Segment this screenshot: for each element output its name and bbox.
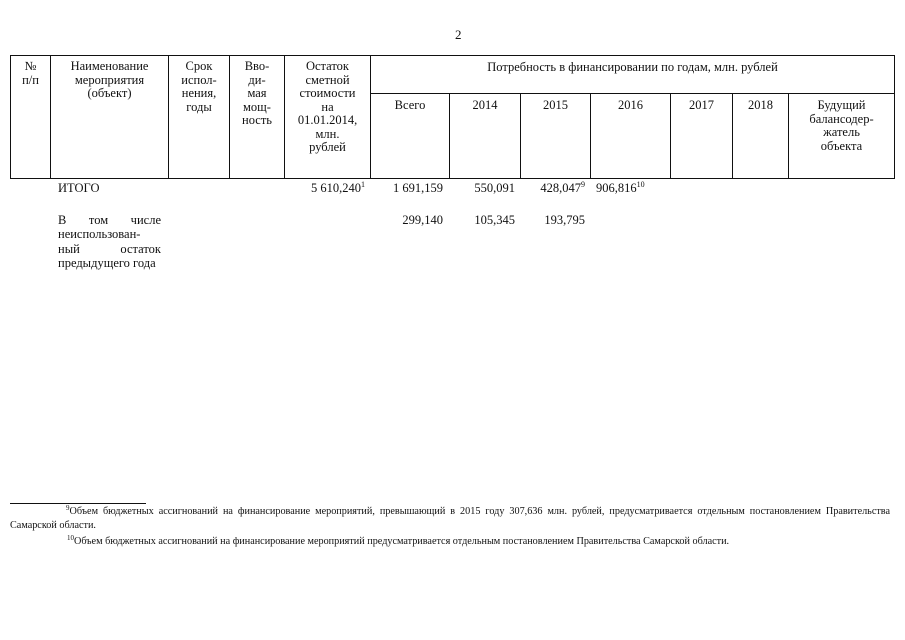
header-total: Всего [394, 98, 426, 112]
col-divider [894, 55, 895, 179]
footnote-rule [10, 503, 146, 504]
row-2015: 193,795 [544, 213, 585, 227]
header-remainder: Остаток сметной стоимости на 01.01.2014, млн. рублей [297, 59, 358, 154]
footnote-10 [10, 535, 890, 549]
footnote-ref: 10 [636, 180, 645, 189]
header-term: Срок испол- нения, годы [181, 59, 217, 114]
row-2014: 105,345 [474, 213, 515, 227]
row-total: 299,140 [402, 213, 443, 227]
row-2014: 550,091 [474, 181, 515, 195]
row-remainder: 5 610,240$^1$ [311, 180, 365, 195]
row-name: В том числе неиспользован-ный остаток предыдущего года [58, 213, 161, 271]
header-2014: 2014 [472, 98, 498, 112]
header-num: № п/п [22, 59, 39, 87]
footnote-mark: 9 [66, 504, 70, 512]
header-2018: 2018 [748, 98, 773, 112]
footnote-text: Объем бюджетных ассигнований на финансирование мероприятий предусматривается отдельным постановлением Правительства Самарской области. [74, 536, 730, 547]
page-number: 2 [455, 27, 462, 42]
footnote-9 [10, 505, 890, 532]
header-2017: 2017 [689, 98, 714, 112]
header-bottom-rule [10, 178, 895, 179]
row-total: 1 691,159 [393, 181, 443, 195]
footnote-ref: 9 [581, 180, 585, 189]
header-top-rule [10, 55, 895, 56]
header-2015: 2015 [543, 98, 568, 112]
footnote-ref: 1 [361, 180, 365, 189]
row-name: ИТОГО [58, 181, 100, 195]
footnote-mark: 10 [67, 534, 74, 542]
row-2015: 428,047$^9$ [540, 180, 585, 195]
footnote-text: Объем бюджетных ассигнований на финансирование мероприятий, превышающий в 2015 году 307,636 млн. рублей, предусматривается отдельным постановлением Правительства Самарской области. [10, 506, 890, 531]
header-financing-group: Потребность в финансировании по годам, млн. рублей [487, 60, 778, 74]
header-2016: 2016 [618, 98, 643, 112]
header-name: Наименование мероприятия (объект) [70, 59, 149, 100]
header-capacity: Вво- ди- мая мощ- ность [242, 59, 272, 127]
header-holder: Будущий балансодер- жатель объекта [809, 98, 874, 153]
row-2016: 906,816$^{10}$ [596, 180, 645, 195]
